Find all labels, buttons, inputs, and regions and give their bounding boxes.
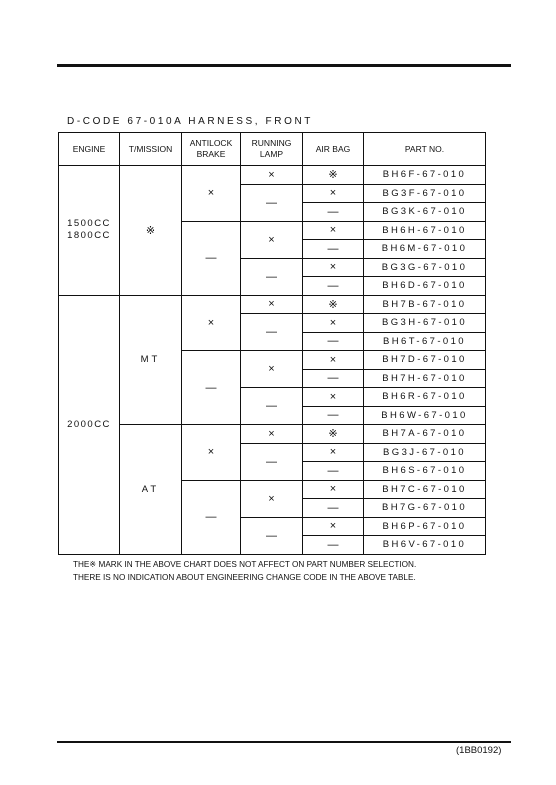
part-number-cell: BH6W-67-010 bbox=[364, 406, 486, 425]
air-bag-cell: — bbox=[303, 462, 364, 481]
part-number-cell: BG3G-67-010 bbox=[364, 258, 486, 277]
page-title: D-CODE 67-010A HARNESS, FRONT bbox=[67, 116, 313, 127]
header-tmission: T/MISSION bbox=[120, 133, 182, 166]
tmission-cell-at: AT bbox=[120, 425, 182, 555]
air-bag-cell: — bbox=[303, 499, 364, 518]
part-number-cell: BH7A-67-010 bbox=[364, 425, 486, 444]
table-row bbox=[59, 166, 486, 185]
air-bag-cell: × bbox=[303, 258, 364, 277]
parts-table bbox=[58, 132, 486, 555]
header-antilock-brake bbox=[182, 133, 241, 166]
engine-cell-1500-1800 bbox=[59, 166, 120, 296]
antilock-cell: — bbox=[182, 351, 241, 425]
engine-cell-2000: 2000CC bbox=[59, 295, 120, 554]
antilock-cell: — bbox=[182, 221, 241, 295]
air-bag-cell: — bbox=[303, 369, 364, 388]
running-lamp-cell: × bbox=[241, 295, 303, 314]
running-lamp-cell: — bbox=[241, 184, 303, 221]
part-number-cell: BH6V-67-010 bbox=[364, 536, 486, 555]
part-number-cell: BH6F-67-010 bbox=[364, 166, 486, 185]
part-number-cell: BG3J-67-010 bbox=[364, 443, 486, 462]
part-number-cell: BH7H-67-010 bbox=[364, 369, 486, 388]
top-rule bbox=[57, 64, 511, 67]
header-engine: ENGINE bbox=[59, 133, 120, 166]
air-bag-cell: — bbox=[303, 203, 364, 222]
footnote bbox=[73, 559, 416, 584]
part-number-cell: BH6H-67-010 bbox=[364, 221, 486, 240]
air-bag-cell: ※ bbox=[303, 166, 364, 185]
part-number-cell: BG3F-67-010 bbox=[364, 184, 486, 203]
figure-code: (1BB0192) bbox=[456, 745, 502, 756]
header-running-lamp bbox=[241, 133, 303, 166]
part-number-cell: BH6D-67-010 bbox=[364, 277, 486, 296]
part-number-cell: BH7C-67-010 bbox=[364, 480, 486, 499]
header-running-label: RUNNING LAMP bbox=[251, 138, 292, 159]
part-number-cell: BH6R-67-010 bbox=[364, 388, 486, 407]
running-lamp-cell: — bbox=[241, 258, 303, 295]
table-row bbox=[59, 295, 486, 314]
running-lamp-cell: — bbox=[241, 443, 303, 480]
air-bag-cell: × bbox=[303, 517, 364, 536]
running-lamp-cell: × bbox=[241, 351, 303, 388]
footnote-line-2: THERE IS NO INDICATION ABOUT ENGINEERING CHANGE CODE IN THE ABOVE TABLE. bbox=[73, 572, 416, 582]
air-bag-cell: × bbox=[303, 314, 364, 333]
air-bag-cell: × bbox=[303, 221, 364, 240]
part-number-cell: BH7D-67-010 bbox=[364, 351, 486, 370]
header-part-no: PART NO. bbox=[364, 133, 486, 166]
air-bag-cell: × bbox=[303, 184, 364, 203]
part-number-cell: BH6P-67-010 bbox=[364, 517, 486, 536]
part-number-cell: BG3H-67-010 bbox=[364, 314, 486, 333]
running-lamp-cell: × bbox=[241, 166, 303, 185]
tmission-cell-ref: ※ bbox=[120, 166, 182, 296]
tmission-cell-mt: MT bbox=[120, 295, 182, 425]
running-lamp-cell: — bbox=[241, 517, 303, 554]
part-number-cell: BH6S-67-010 bbox=[364, 462, 486, 481]
running-lamp-cell: × bbox=[241, 480, 303, 517]
part-number-cell: BH6T-67-010 bbox=[364, 332, 486, 351]
running-lamp-cell: — bbox=[241, 388, 303, 425]
air-bag-cell: — bbox=[303, 536, 364, 555]
air-bag-cell: × bbox=[303, 443, 364, 462]
part-number-cell: BH7G-67-010 bbox=[364, 499, 486, 518]
air-bag-cell: — bbox=[303, 406, 364, 425]
engine-label: 1500CC 1800CC bbox=[67, 218, 111, 242]
header-row bbox=[59, 133, 486, 166]
air-bag-cell: ※ bbox=[303, 295, 364, 314]
part-number-cell: BG3K-67-010 bbox=[364, 203, 486, 222]
antilock-cell: — bbox=[182, 480, 241, 554]
antilock-cell: × bbox=[182, 425, 241, 481]
running-lamp-cell: × bbox=[241, 221, 303, 258]
antilock-cell: × bbox=[182, 295, 241, 351]
footnote-line-1: THE※ MARK IN THE ABOVE CHART DOES NOT AFFECT ON PART NUMBER SELECTION. bbox=[73, 560, 417, 569]
air-bag-cell: — bbox=[303, 332, 364, 351]
part-number-cell: BH6M-67-010 bbox=[364, 240, 486, 259]
part-number-cell: BH7B-67-010 bbox=[364, 295, 486, 314]
header-antilock-label: ANTILOCK BRAKE bbox=[189, 138, 233, 159]
running-lamp-cell: × bbox=[241, 425, 303, 444]
air-bag-cell: × bbox=[303, 388, 364, 407]
running-lamp-cell: — bbox=[241, 314, 303, 351]
air-bag-cell: × bbox=[303, 480, 364, 499]
air-bag-cell: — bbox=[303, 240, 364, 259]
antilock-cell: × bbox=[182, 166, 241, 222]
air-bag-cell: ※ bbox=[303, 425, 364, 444]
air-bag-cell: × bbox=[303, 351, 364, 370]
table-row bbox=[59, 425, 486, 444]
air-bag-cell: — bbox=[303, 277, 364, 296]
bottom-rule bbox=[57, 741, 511, 743]
header-air-bag: AIR BAG bbox=[303, 133, 364, 166]
